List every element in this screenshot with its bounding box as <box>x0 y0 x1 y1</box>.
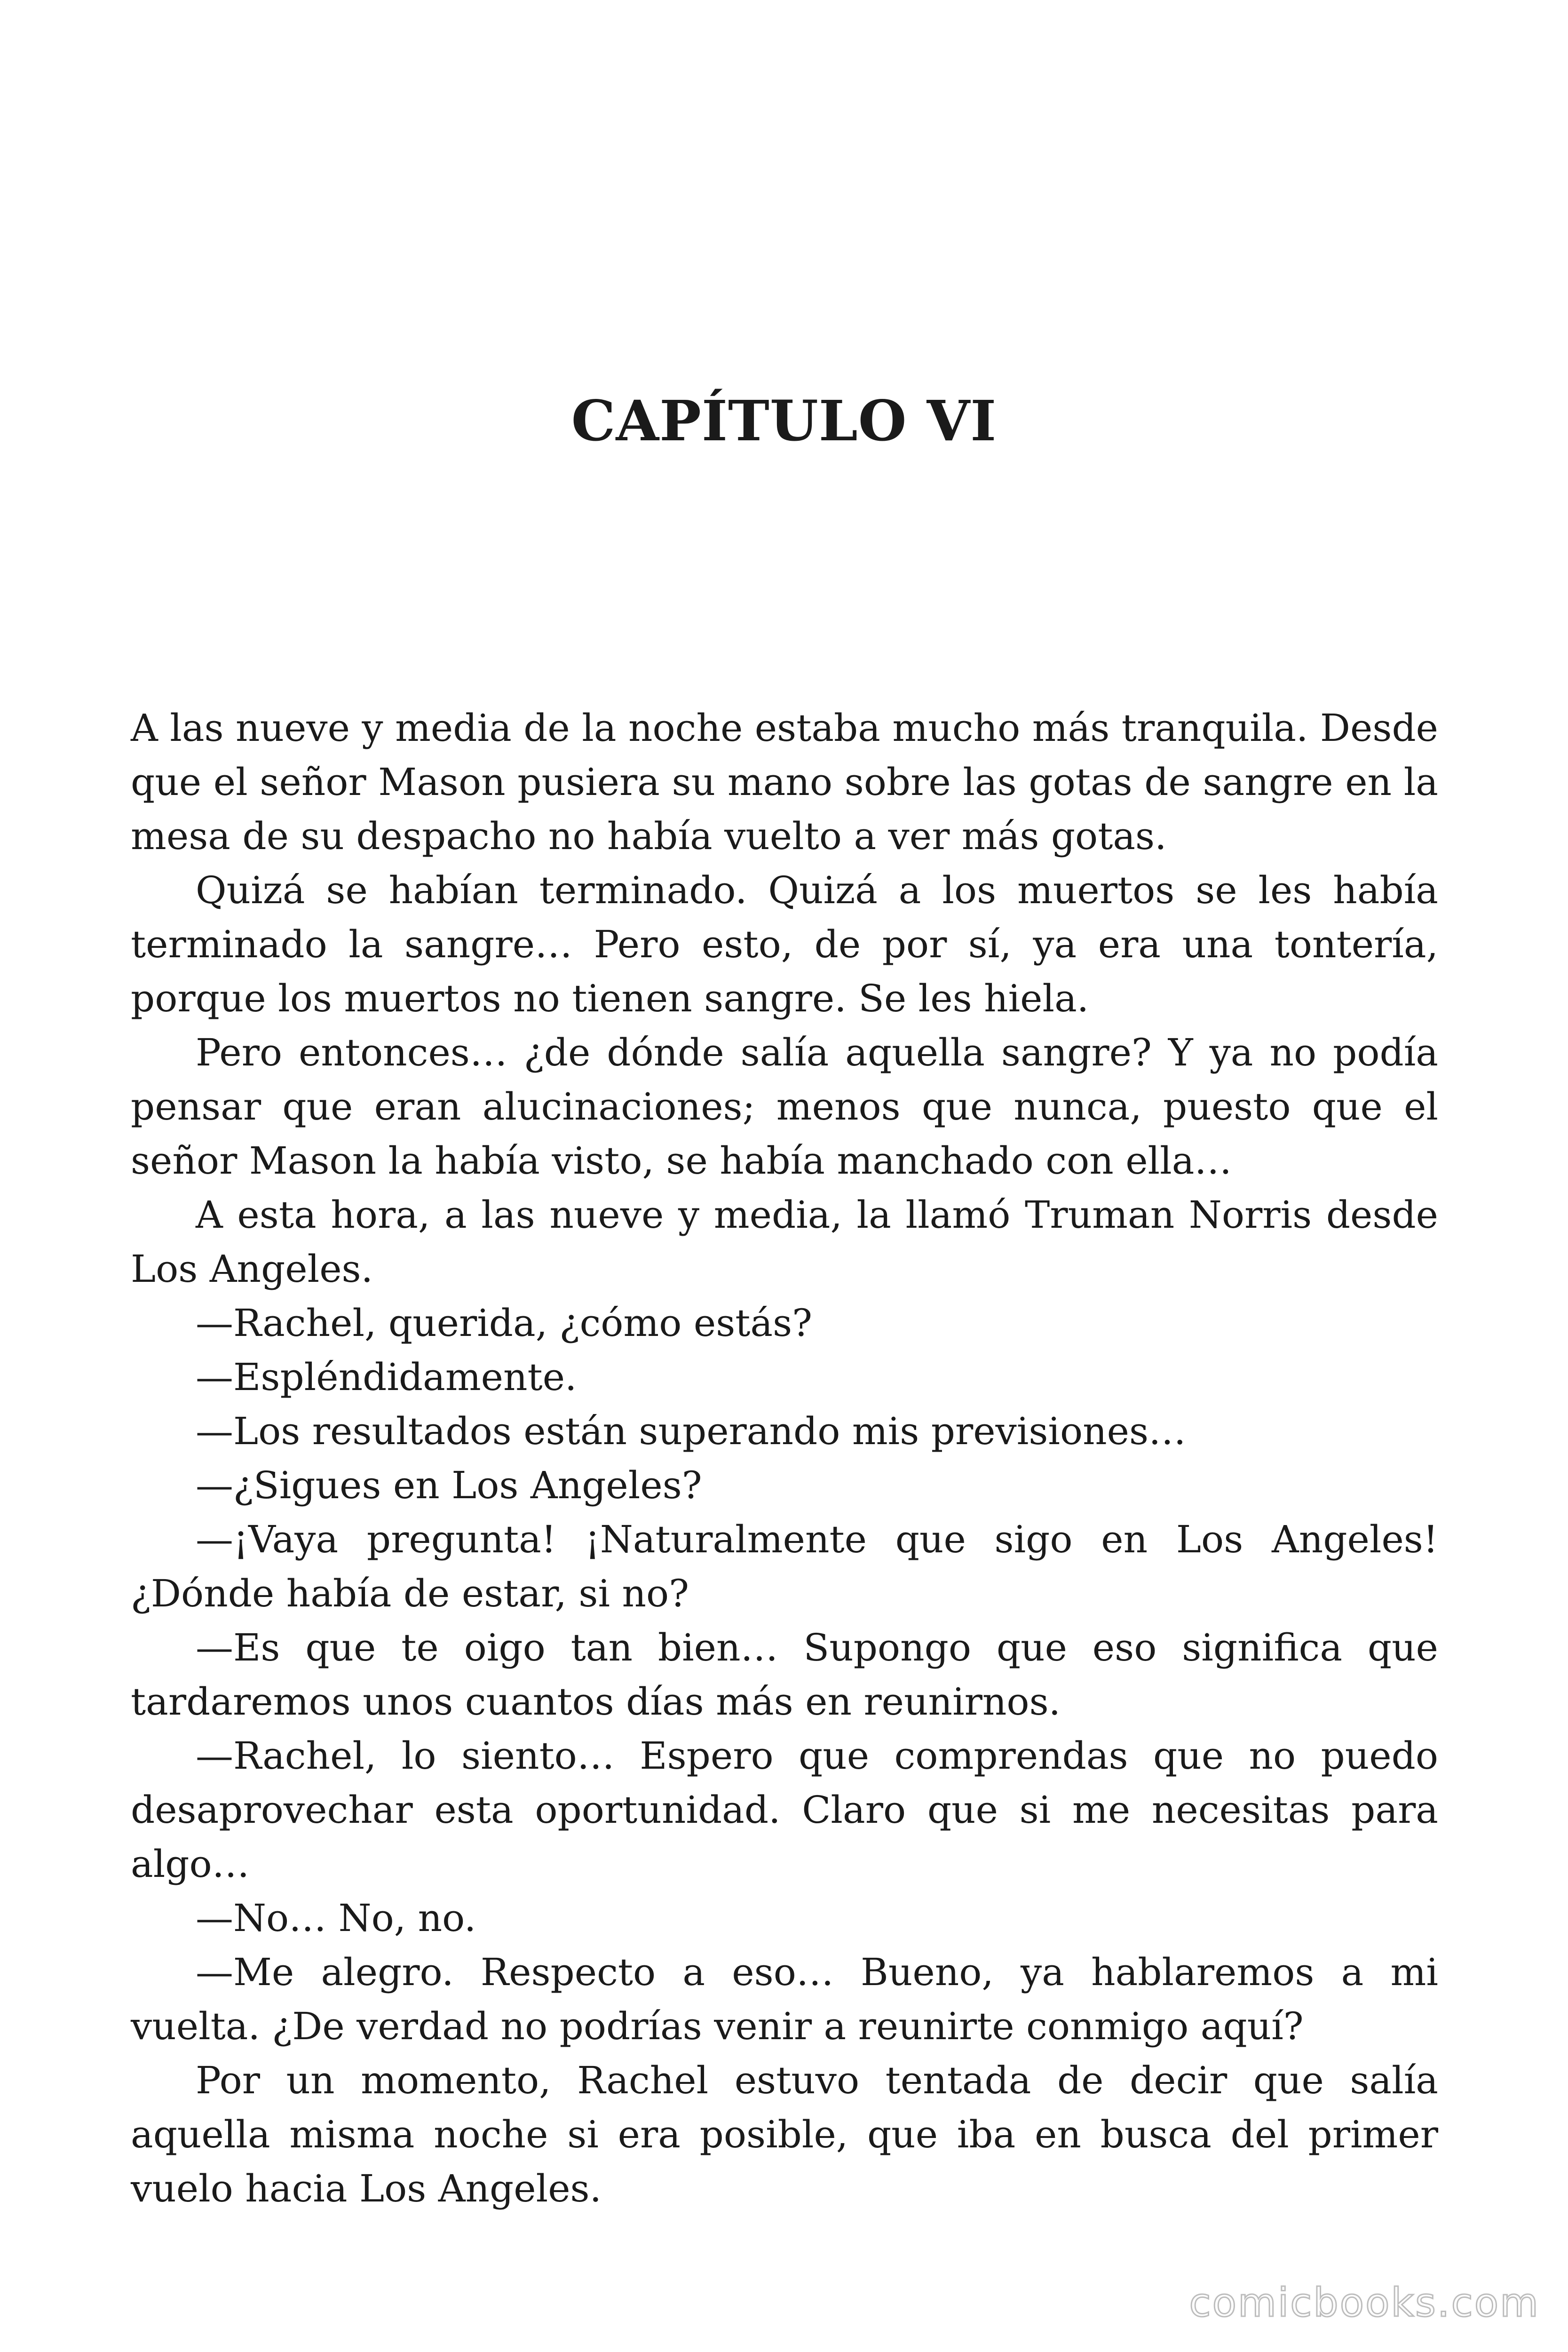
paragraph: A esta hora, a las nueve y media, la llamó Truman Norris desde Los Angeles. <box>131 1193 1438 1291</box>
dialogue-line: —Los resultados están superando mis previsiones… <box>196 1409 1187 1453</box>
paragraph: Pero entonces… ¿de dónde salía aquella sangre? Y ya no podía pensar que eran alucinaciones; menos que nunca, puesto que el señor Mason la había visto, se había manchado con ella… <box>131 1031 1438 1183</box>
watermark: comicbooks.com <box>1189 2280 1540 2326</box>
dialogue-line: —¿Sigues en Los Angeles? <box>196 1463 702 1507</box>
paragraph: Quizá se habían terminado. Quizá a los muertos se les había terminado la sangre… Pero esto, de por sí, ya era una tontería, porque los muertos no tienen sangre. Se les hiela. <box>131 868 1438 1020</box>
paragraph: Por un momento, Rachel estuvo tentada de decir que salía aquella misma noche si era posible, que iba en busca del primer vuelo hacia Los Angeles. <box>131 2058 1438 2210</box>
chapter-body <box>131 701 1438 2216</box>
dialogue-line: —Me alegro. Respecto a eso… Bueno, ya hablaremos a mi vuelta. ¿De verdad no podrías venir a reunirte conmigo aquí? <box>131 1950 1438 2048</box>
dialogue-line: —¡Vaya pregunta! ¡Naturalmente que sigo en Los Angeles! ¿Dónde había de estar, si no? <box>131 1518 1438 1615</box>
dialogue-line: —Es que te oigo tan bien… Supongo que eso significa que tardaremos unos cuantos días más en reunirnos. <box>131 1626 1438 1724</box>
dialogue-line: —No… No, no. <box>196 1896 476 1940</box>
chapter-title: CAPÍTULO VI <box>571 388 997 453</box>
paragraph: A las nueve y media de la noche estaba mucho más tranquila. Desde que el señor Mason pusiera su mano sobre las gotas de sangre en la mesa de su despacho no había vuelto a ver más gotas. <box>131 706 1438 858</box>
dialogue-line: —Espléndidamente. <box>196 1355 577 1399</box>
dialogue-line: —Rachel, lo siento… Espero que comprendas que no puedo desaprovechar esta oportunidad. Claro que si me necesitas para algo… <box>131 1734 1438 1886</box>
dialogue-line: —Rachel, querida, ¿cómo estás? <box>196 1301 813 1345</box>
